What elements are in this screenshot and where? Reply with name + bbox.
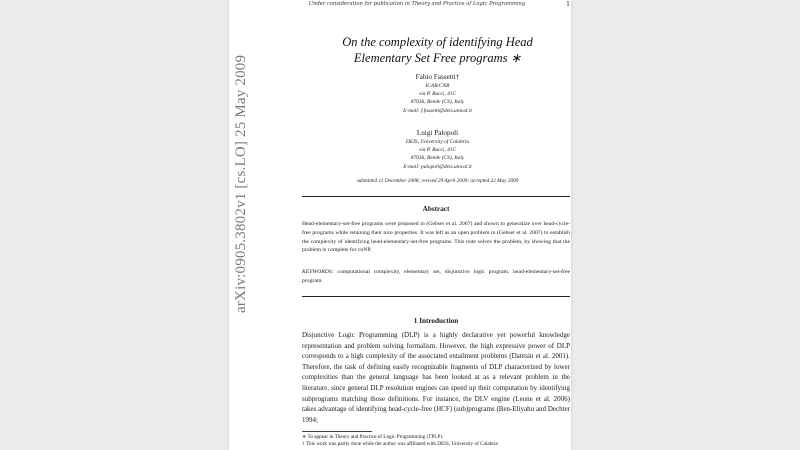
abstract-heading: Abstract (422, 205, 450, 213)
author-email: E-mail: f.fassetti@deis.unical.it (403, 107, 472, 114)
author-affiliation-line: 87036, Rende (CS), Italy (410, 155, 465, 162)
keywords-label: KEYWORDS: (302, 269, 334, 275)
author-block-1 (300, 72, 575, 115)
author-name: Fabio Fassetti† (415, 73, 460, 81)
arxiv-identifier: arXiv:0905.3802v1 [cs.LO] 25 May 2009 (233, 54, 249, 313)
author-affiliation-line: via P. Bucci, 41C (418, 91, 457, 98)
abstract-text: Head-elementary-set-free programs were proposed in (Gebser et al. 2007) and shown to generalize over head-cycle-free programs while retaining their nice properties. It was left as an open problem in (Gebser et al. 2007) to establish the complexity of identifying head-elementary-set-free programs. This note solves the problem, by showing that the problem is complete for coNP. (302, 221, 570, 254)
author-block-2 (300, 128, 575, 171)
author-email: E-mail: palopoli@deis.unical.it (403, 163, 472, 170)
footnote-1: ∗ To appear in Theory and Practice of Logic Programming (TPLP). (302, 434, 444, 440)
submission-dates: submitted 11 December 2008; revised 29 April 2009; accepted 22 May 2009 (356, 178, 519, 184)
intro-paragraph: Disjunctive Logic Programming (DLP) is a highly declarative yet powerful knowledge representation and problem solving formalism. However, the high expressive power of DLP corresponds to a high complexity of the associated entailment problems (Dantsin et al. 2001). Therefore, the task of defining easily recognizable fragments of DLP characterized by lower complexities than the general language has been looked at as a relevant problem in the literature, since general DLP resolution engines can speed up their computation by identifying subprograms matching those definitions. For instance, the DLV engine (Leone et al. 2006) takes advantage of identifying head-cycle-free (HCF) (sub)programs (Ben-Eliyahu and Dechter 1994; (302, 331, 570, 424)
abstract-bottom-rule (302, 296, 570, 297)
running-head: Under consideration for publication in Theory and Practice of Logic Programming (308, 1, 526, 7)
author-affiliation-line: ICAR/CNR (425, 83, 450, 89)
footnote-2: † This work was partly done while the author was affiliated with DEIS, University of Calabria (302, 441, 498, 447)
section-heading: 1 Introduction (413, 317, 459, 325)
author-affiliation-line: via P. Bucci, 41C (418, 147, 457, 154)
abstract-top-rule (302, 196, 570, 197)
paper-title (300, 34, 575, 66)
footnotes (302, 434, 570, 448)
author-affiliation-line: 87036, Rende (CS), Italy (410, 99, 465, 106)
keywords (302, 268, 570, 286)
author-affiliation-line: DEIS, University of Calabria (405, 139, 470, 145)
footnote-rule (302, 431, 372, 432)
title-line-1: On the complexity of identifying Head (342, 35, 533, 49)
keywords-text: computational complexity, elementary set, disjunctive logic program, head-elementary-set-free program. (302, 269, 570, 284)
page-number: 1 (566, 0, 571, 8)
author-name: Luigi Palopoli (416, 129, 459, 137)
title-line-2: Elementary Set Free programs ∗ (353, 51, 522, 65)
